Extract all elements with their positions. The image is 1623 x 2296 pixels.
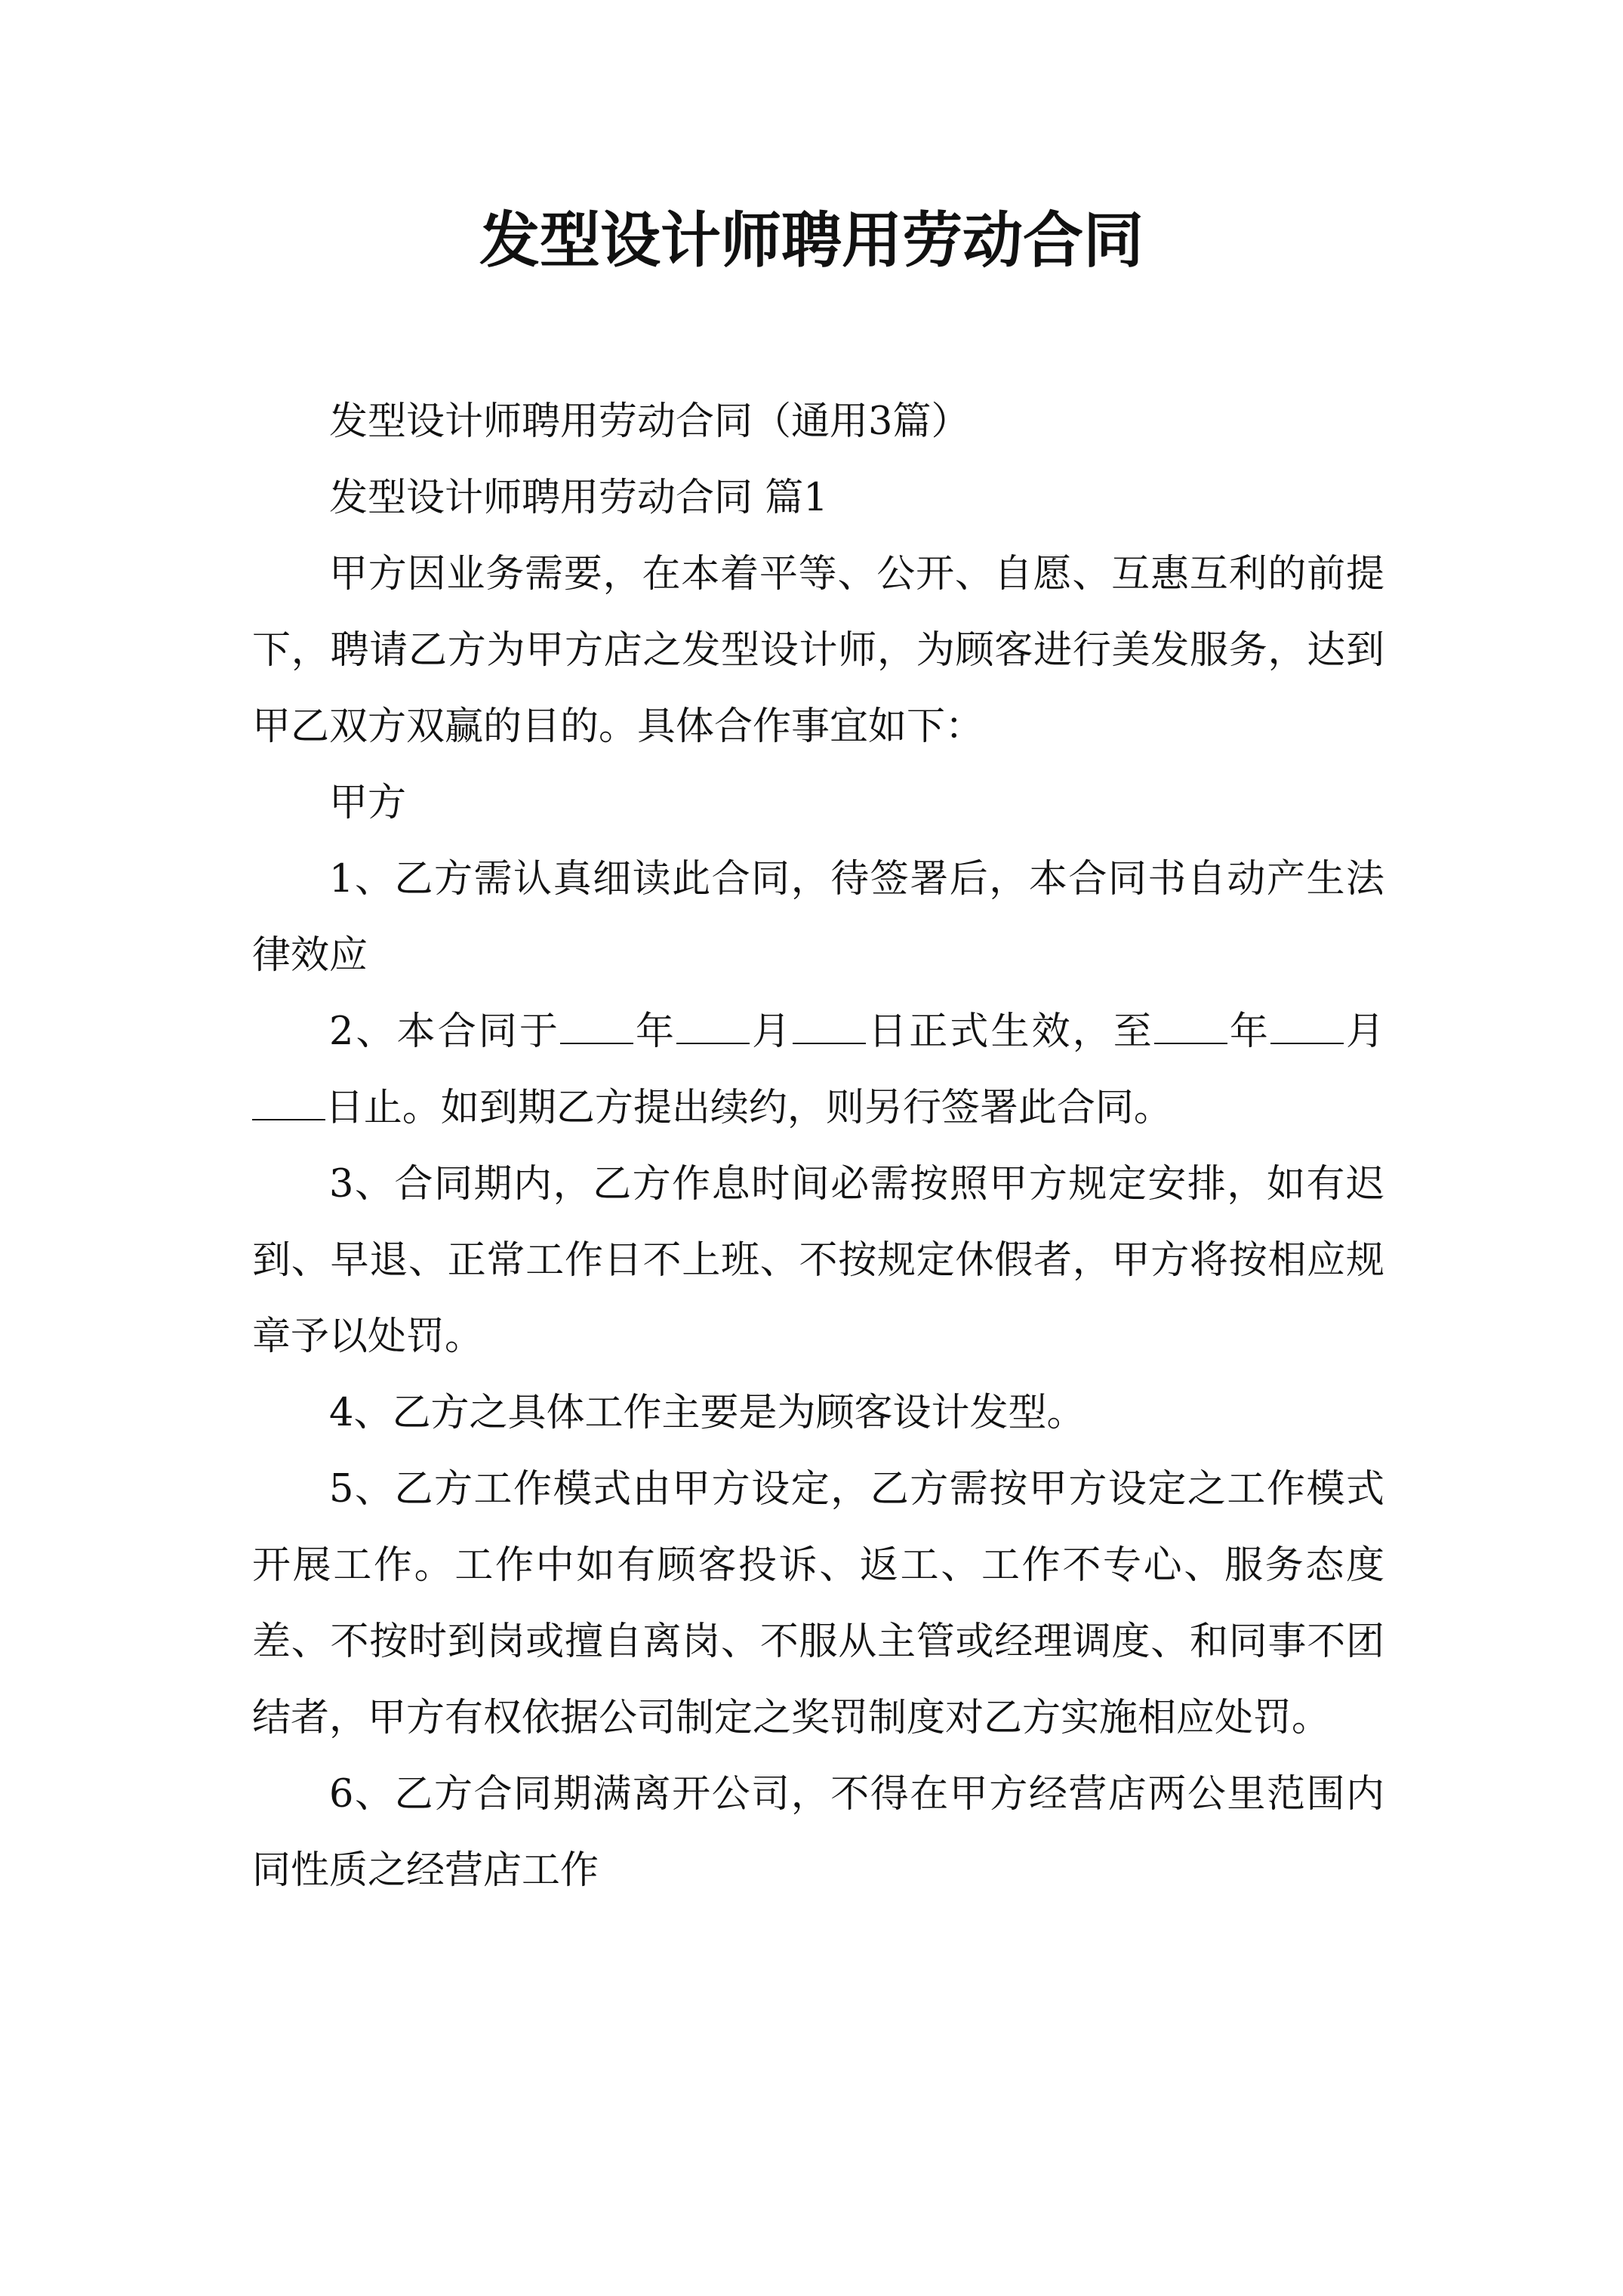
clause-2: [252, 994, 1384, 1146]
clause-2-year: 年: [633, 1009, 677, 1054]
clause-1: 1、乙方需认真细读此合同，待签署后，本合同书自动产生法律效应: [252, 857, 1384, 978]
clause-2-month: 月: [750, 1009, 793, 1054]
document-body: [252, 384, 1384, 1909]
blank-day-end: [252, 1084, 325, 1120]
document-title: 发型设计师聘用劳动合同: [479, 205, 1144, 276]
clause-2-month2: 月: [1343, 1009, 1384, 1054]
blank-year-end: [1154, 1008, 1227, 1044]
blank-day-start: [793, 1008, 866, 1044]
clause-2-end: 日止。如到期乙方提出续约，则另行签署此合同。: [325, 1086, 1172, 1130]
blank-month-end: [1270, 1008, 1344, 1044]
blank-year-start: [560, 1008, 633, 1044]
clause-3: 3、合同期内，乙方作息时间必需按照甲方规定安排，如有迟到、早退、正常工作日不上班、不按规定休假者，甲方将按相应规章予以处罚。: [252, 1162, 1384, 1359]
clause-6: 6、乙方合同期满离开公司，不得在甲方经营店两公里范围内同性质之经营店工作: [252, 1772, 1384, 1893]
blank-month-start: [676, 1008, 750, 1044]
clause-5: 5、乙方工作模式由甲方设定，乙方需按甲方设定之工作模式开展工作。工作中如有顾客投诉、返工、工作不专心、服务态度差、不按时到岗或擅自离岗、不服从主管或经理调度、和同事不团结者，甲方有权依据公司制定之奖罚制度对乙方实施相应处罚。: [252, 1467, 1384, 1740]
clause-4: 4、乙方之具体工作主要是为顾客设计发型。: [329, 1391, 1086, 1435]
document-subtitle: 发型设计师聘用劳动合同（通用3篇）: [329, 399, 970, 444]
clause-2-prefix: 2、本合同于: [329, 1009, 561, 1054]
section-heading: 发型设计师聘用劳动合同 篇1: [329, 476, 828, 520]
intro-paragraph: 甲方因业务需要，在本着平等、公开、自愿、互惠互利的前提下，聘请乙方为甲方店之发型设计师，为顾客进行美发服务，达到甲乙双方双赢的目的。具体合作事宜如下：: [252, 552, 1384, 749]
party-heading: 甲方: [329, 781, 407, 825]
clause-2-year2: 年: [1227, 1009, 1270, 1054]
clause-2-effective: 日正式生效，至: [866, 1009, 1154, 1054]
